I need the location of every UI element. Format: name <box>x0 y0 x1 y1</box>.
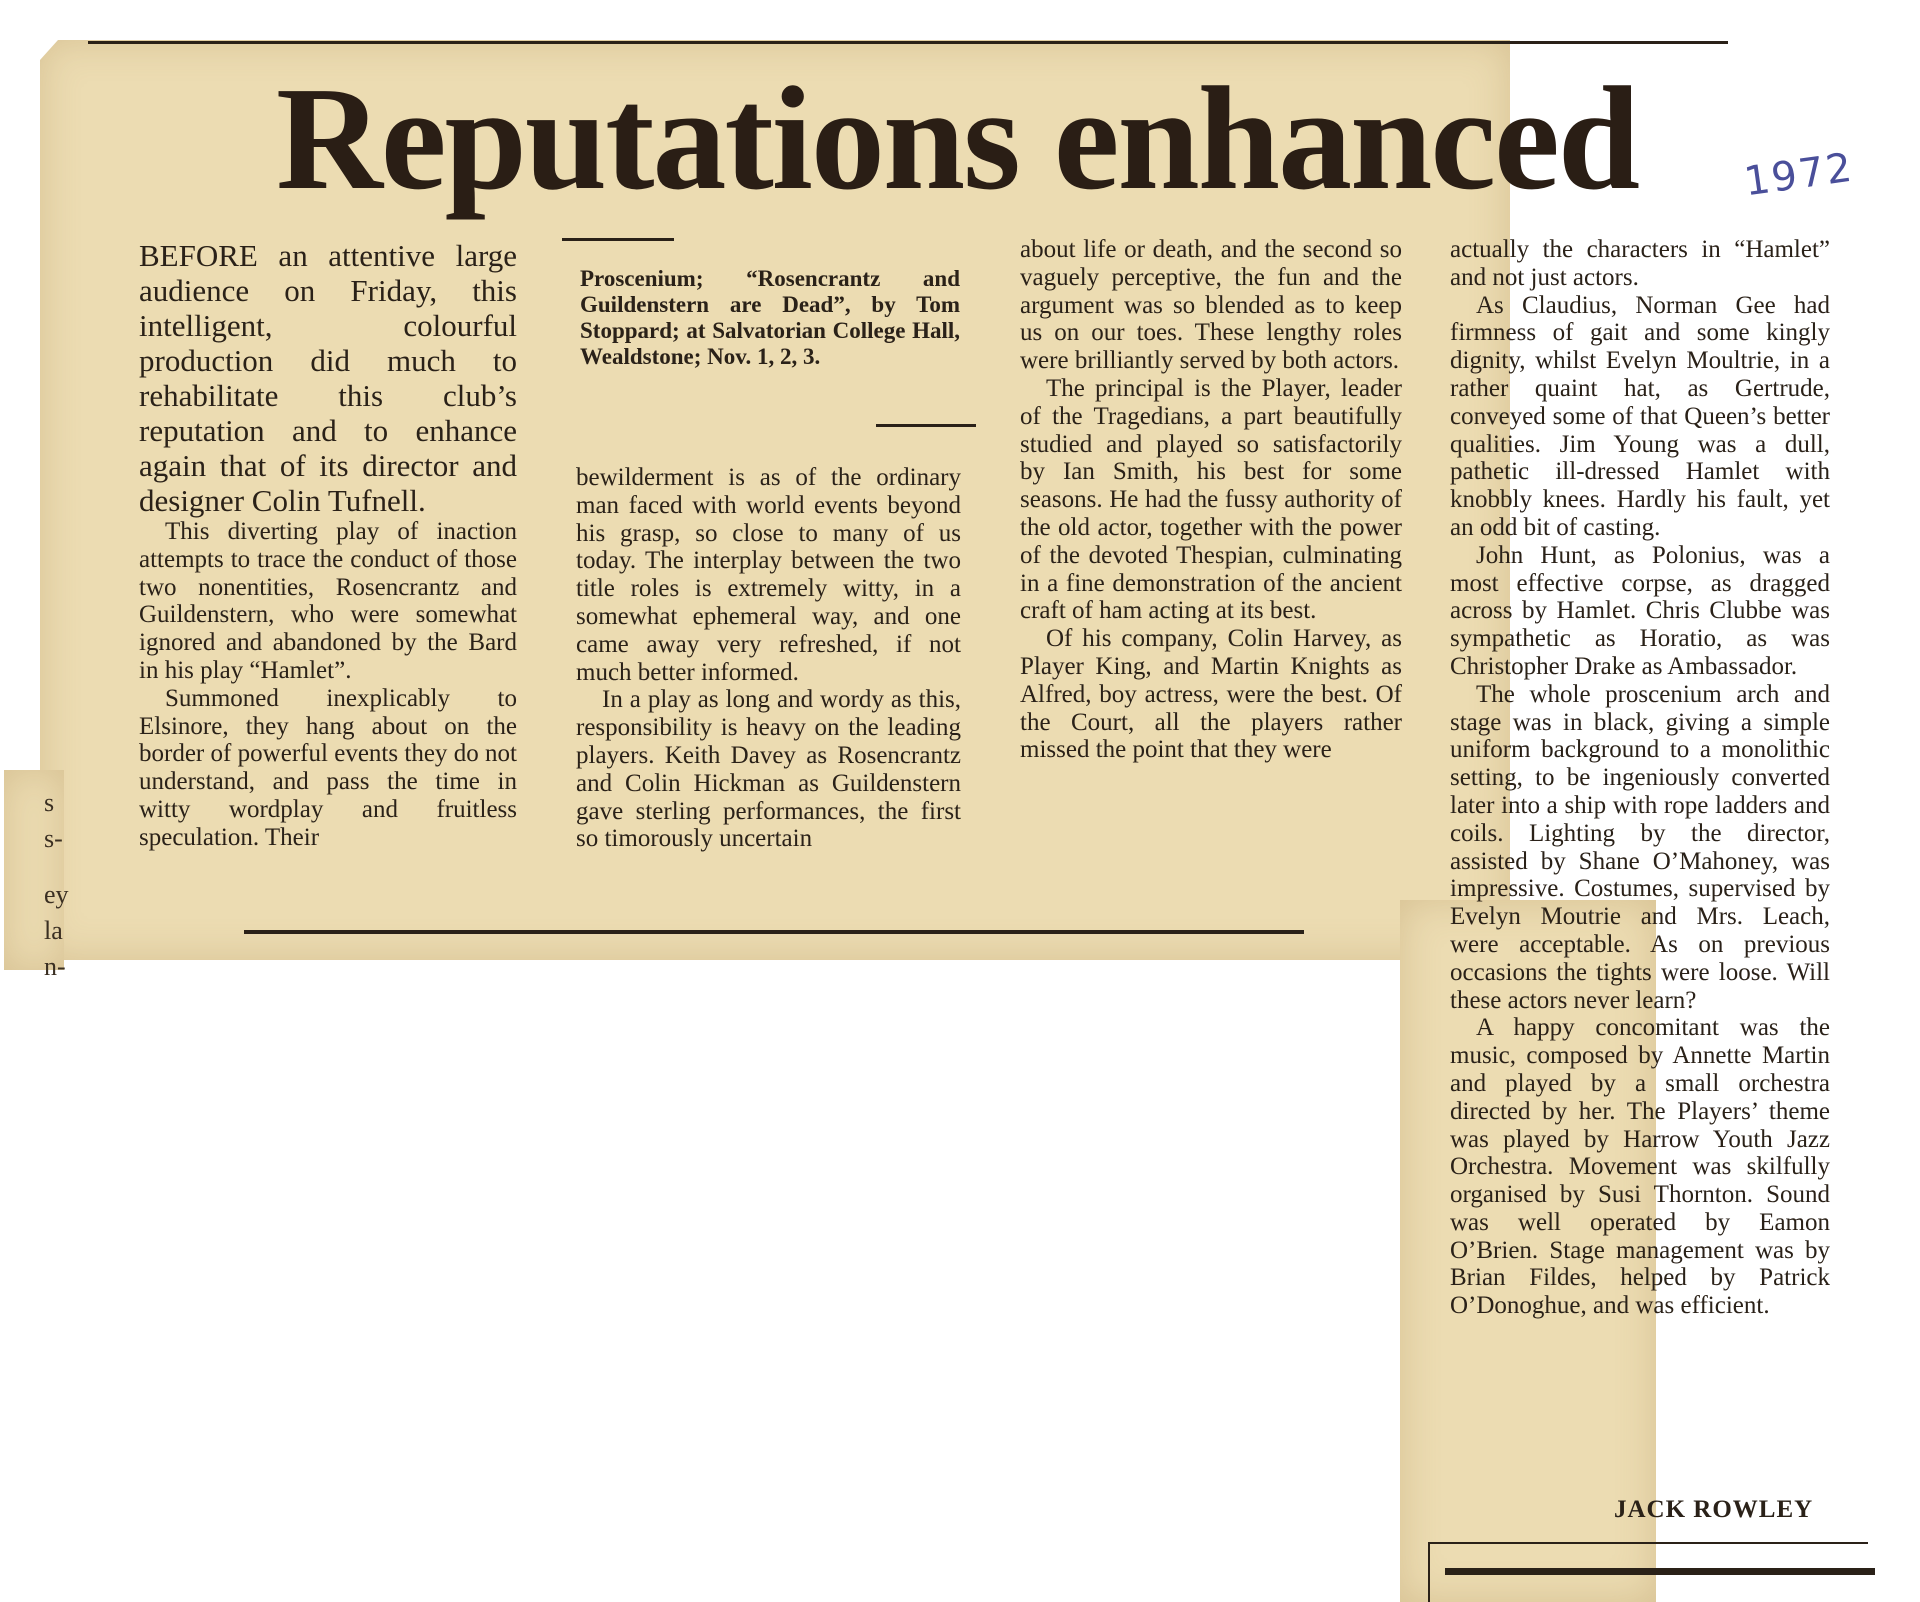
headline: Reputations enhanced <box>276 57 1639 221</box>
paragraph: bewilderment is as of the ordinary man faced with world events beyond his grasp, so close to many of us today. The interplay between the two title roles is extremely witty, in a somewhat ephemeral way, and one came away very refreshed, if not much better informed. <box>576 464 961 686</box>
article-column-4 <box>1450 236 1830 1320</box>
paragraph: actually the characters in “Hamlet” and not just actors. <box>1450 236 1830 291</box>
paragraph: The whole proscenium arch and stage was in black, giving a simple uniform background to a monolithic setting, to be ingeniously converted later into a ship with rope ladders and coils. Lighting by the director, assisted by Shane O’Mahoney, was impressive. Costumes, supervised by Evelyn Moutrie and Mrs. Leach, were acceptable. As on previous occasions the tights were loose. Will these actors never learn? <box>1450 680 1830 1014</box>
production-credits: Proscenium; “Rosencrantz and Guildenstern are Dead”, by Tom Stoppard; at Salvatorian College Hall, Wealdstone; Nov. 1, 2, 3. <box>580 266 960 369</box>
credits-rule-bottom <box>876 424 976 427</box>
credits-rule-top <box>562 238 674 241</box>
paragraph: about life or death, and the second so vaguely perceptive, the fun and the argument was so blended as to keep us on our toes. These lengthy roles were brilliantly served by both actors. <box>1020 236 1402 375</box>
paragraph: Summoned inexplicably to Elsinore, they hang about on the border of powerful events they do not understand, and pass the time in witty wordplay and fruitless speculation. Their <box>139 684 517 851</box>
paragraph: The principal is the Player, leader of the Tragedians, a part beautifully studied and played so satisfactorily by Ian Smith, his best for some seasons. He had the fussy authority of the old actor, together with the power of the devoted Thespian, culminating in a fine demonstration of the ancient craft of ham acting at its best. <box>1020 374 1402 625</box>
torn-adjacent-text: s s- ey la n- <box>44 788 69 981</box>
paragraph: Of his company, Colin Harvey, as Player King, and Martin Knights as Alfred, boy actress, were the best. Of the Court, all the players rather missed the point that they were <box>1020 625 1402 764</box>
paragraph: This diverting play of inaction attempts to trace the conduct of those two nonentities, Rosencrantz and Guildenstern, who were somewhat ignored and abandoned by the Bard in his play “Hamlet”. <box>139 518 517 684</box>
handwritten-year: 1972 <box>1741 144 1857 206</box>
article-column-2 <box>576 464 961 853</box>
paragraph: In a play as long and wordy as this, responsibility is heavy on the leading players. Keith Davey as Rosencrantz and Colin Hickman as Guildenstern gave sterling performances, the first so timorously uncertain <box>576 686 961 853</box>
paragraph: John Hunt, as Polonius, was a most effective corpse, as dragged across by Hamlet. Chris Clubbe was sympathetic as Horatio, as was Christopher Drake as Ambassador. <box>1450 541 1830 680</box>
end-rule-thin <box>1428 1542 1868 1544</box>
paragraph: A happy concomitant was the music, composed by Annette Martin and played by a small orchestra directed by her. The Players’ theme was played by Harrow Youth Jazz Orchestra. Movement was skilfully organised by Susi Thornton. Sound was well operated by Eamon O’Brien. Stage management was by Brian Fildes, helped by Patrick O’Donoghue, and was efficient. <box>1450 1014 1830 1320</box>
byline: JACK ROWLEY <box>1614 1496 1814 1523</box>
article-column-3 <box>1020 236 1402 764</box>
paragraph: As Claudius, Norman Gee had firmness of gait and some kingly dignity, whilst Evelyn Moultrie, in a rather quaint hat, as Gertrude, conveyed some of that Queen’s better qualities. Jim Young was a dull, pathetic ill-dressed Hamlet with knobbly knees. Hardly his fault, yet an odd bit of casting. <box>1450 291 1830 541</box>
end-rule <box>1445 1568 1875 1575</box>
article-column-1 <box>139 238 517 852</box>
end-rule-vertical <box>1428 1542 1430 1602</box>
bottom-rule <box>244 930 1304 934</box>
lead-paragraph: BEFORE an attentive large audience on Friday, this intelligent, colourful production did much to rehabilitate this club’s reputation and to enhance again that of its director and designer Colin Tufnell. <box>139 238 517 518</box>
